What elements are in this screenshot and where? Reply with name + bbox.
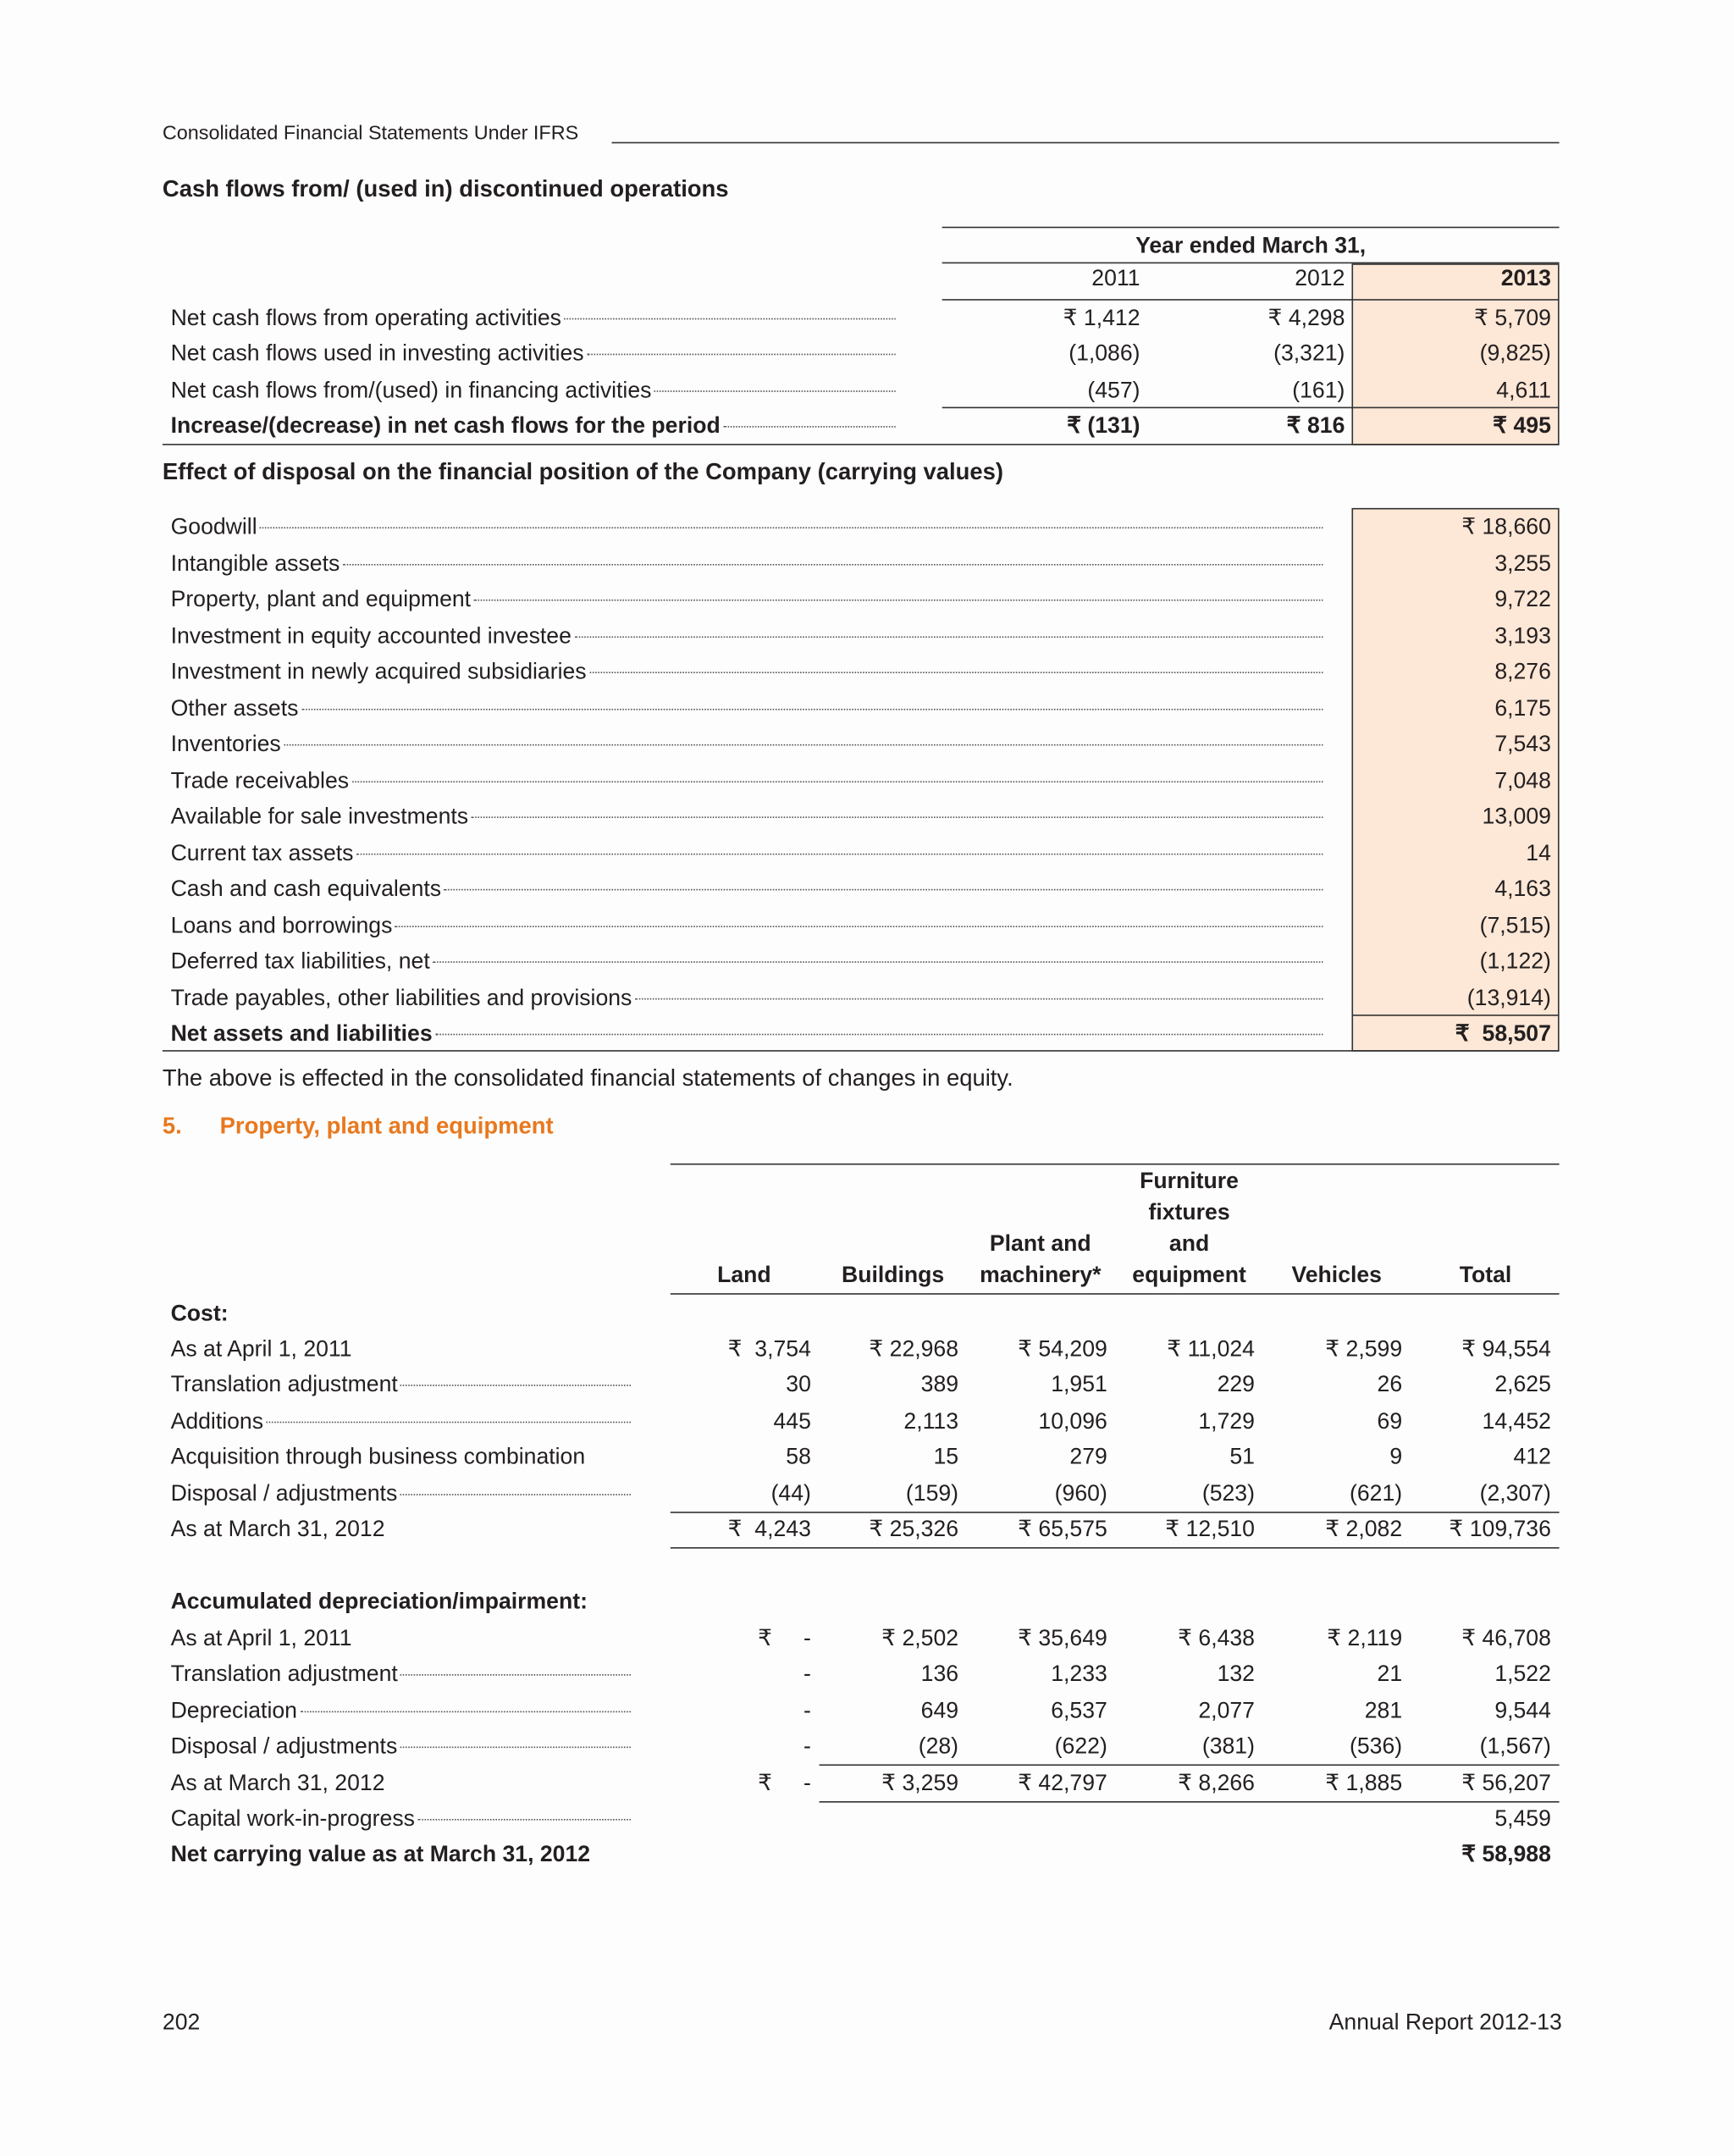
- cell-value: ₹ 54,209: [1018, 1336, 1107, 1362]
- cell-value: (161): [1292, 378, 1345, 403]
- cell-value: ₹ 3,754: [727, 1336, 811, 1362]
- rule: [671, 1164, 1560, 1165]
- rule: [671, 1547, 1560, 1549]
- cell-value: 1,951: [1051, 1373, 1107, 1398]
- table-row: [0, 548, 1734, 578]
- cell-value: ₹ 42,797: [1018, 1770, 1107, 1795]
- dot-leader: [417, 1819, 631, 1821]
- cashflow-title: Cash flows from/ (used in) discontinued operations: [162, 176, 729, 202]
- cell-value: ₹ -: [758, 1770, 811, 1795]
- rule: [1351, 1014, 1559, 1016]
- cell-value: 389: [920, 1373, 959, 1398]
- cell-value: 445: [773, 1408, 811, 1434]
- dot-leader: [343, 563, 1323, 565]
- cell-value: ₹ 11,024: [1167, 1336, 1255, 1362]
- row-label: Investment in equity accounted investee: [170, 623, 572, 649]
- table-row: [0, 657, 1734, 687]
- cell-value: ₹ 8,266: [1178, 1770, 1255, 1795]
- cell-value: 3,193: [1494, 623, 1551, 649]
- table-row: [0, 1696, 1734, 1726]
- row-label: Additions: [170, 1408, 264, 1434]
- cell-value: ₹ 22,968: [869, 1336, 959, 1362]
- table-row: [0, 874, 1734, 904]
- cell-value: 279: [1069, 1445, 1107, 1470]
- column-header: machinery*: [980, 1263, 1102, 1288]
- row-label: Goodwill: [170, 514, 257, 539]
- cell-value: 14,452: [1482, 1408, 1551, 1434]
- cell-value: ₹ 2,502: [881, 1626, 959, 1651]
- cell-value: ₹ 1,412: [1063, 306, 1140, 331]
- row-label-wrap: [171, 1804, 631, 1833]
- cell-value: 13,009: [1482, 804, 1551, 829]
- row-label-wrap: [171, 1407, 631, 1436]
- rule: [820, 1764, 1560, 1766]
- table-row: [0, 584, 1734, 614]
- cell-value: 8,276: [1494, 659, 1551, 684]
- dot-leader: [473, 600, 1323, 601]
- cell-value: (28): [918, 1734, 959, 1760]
- row-label-wrap: [171, 1514, 631, 1544]
- row-label-wrap: [171, 729, 1323, 759]
- dot-leader: [435, 1034, 1323, 1036]
- cell-value: ₹ (131): [1067, 413, 1140, 439]
- dot-leader: [301, 708, 1323, 710]
- cell-value: ₹ 94,554: [1461, 1336, 1551, 1362]
- cell-value: 6,175: [1494, 695, 1551, 721]
- row-label: Cash and cash equivalents: [170, 876, 442, 902]
- dot-leader: [400, 1385, 631, 1387]
- row-label-wrap: [171, 1660, 631, 1689]
- cell-value: 281: [1364, 1698, 1403, 1723]
- table-row: [0, 802, 1734, 832]
- section-number: 5.: [162, 1113, 182, 1139]
- year-2013: 2013: [1500, 266, 1551, 291]
- cell-value: 4,163: [1494, 876, 1551, 902]
- row-label-wrap: [171, 1732, 631, 1761]
- cell-value: 649: [920, 1698, 959, 1723]
- table-row: [0, 729, 1734, 759]
- dot-leader: [400, 1747, 631, 1749]
- dot-leader: [351, 781, 1323, 782]
- cell-value: 2,113: [903, 1408, 959, 1434]
- row-label: Disposal / adjustments: [170, 1734, 398, 1760]
- cell-value: 7,048: [1494, 768, 1551, 793]
- cell-value: 10,096: [1038, 1408, 1107, 1434]
- cell-value: 6,537: [1051, 1698, 1107, 1723]
- rule: [942, 263, 1560, 264]
- table-row: [0, 1660, 1734, 1689]
- row-label: Net cash flows used in investing activities: [170, 341, 584, 367]
- column-header: fixtures: [1148, 1200, 1230, 1225]
- column-header: and: [1168, 1231, 1210, 1257]
- page-number: 202: [162, 2010, 201, 2035]
- row-label-wrap: [171, 621, 1323, 650]
- cell-value: ₹ 495: [1493, 413, 1551, 439]
- column-header: Furniture: [1140, 1169, 1239, 1194]
- table-row: [0, 1732, 1734, 1761]
- table-row: [0, 412, 1734, 441]
- dot-leader: [444, 889, 1323, 891]
- table-row: [0, 1442, 1734, 1472]
- table-row: [0, 375, 1734, 405]
- table-row: [0, 1840, 1734, 1870]
- cell-value: ₹ 2,599: [1325, 1336, 1403, 1362]
- row-label-wrap: [171, 412, 896, 441]
- dot-leader: [356, 853, 1323, 854]
- row-label: Property, plant and equipment: [170, 587, 472, 612]
- row-label-wrap: [171, 1696, 631, 1726]
- row-label: Investment in newly acquired subsidiaries: [170, 659, 587, 684]
- disposal-title: Effect of disposal on the financial position of the Company (carrying values): [162, 458, 1004, 485]
- column-header: Plant and: [989, 1231, 1091, 1257]
- row-label: As at March 31, 2012: [170, 1517, 385, 1542]
- row-label-wrap: [171, 838, 1323, 867]
- cell-value: 26: [1377, 1373, 1403, 1398]
- table-row: [0, 1479, 1734, 1508]
- running-title: Consolidated Financial Statements Under IFRS: [162, 123, 579, 145]
- cell-value: ₹ 56,207: [1461, 1770, 1551, 1795]
- row-label-wrap: [171, 693, 1323, 722]
- section-title: Property, plant and equipment: [219, 1113, 554, 1139]
- table-row: [0, 838, 1734, 867]
- row-label: As at April 1, 2011: [170, 1336, 352, 1362]
- dot-leader: [654, 390, 896, 392]
- dot-leader: [400, 1675, 631, 1677]
- cell-value: ₹ 4,243: [727, 1517, 811, 1542]
- cell-value: ₹ 46,708: [1461, 1626, 1551, 1651]
- row-label-wrap: [171, 1623, 631, 1653]
- cell-value: 1,729: [1198, 1408, 1255, 1434]
- row-label-wrap: [171, 947, 1323, 976]
- rule: [163, 444, 1560, 445]
- dot-leader: [433, 961, 1323, 963]
- cell-value: 1,522: [1494, 1662, 1551, 1688]
- rule: [942, 299, 1560, 301]
- period-header: Year ended March 31,: [1135, 233, 1367, 258]
- cell-value: 9,544: [1494, 1698, 1551, 1723]
- table-row: [0, 947, 1734, 976]
- table-row: [0, 1768, 1734, 1798]
- dot-leader: [395, 926, 1323, 927]
- disposal-note: The above is effected in the consolidated financial statements of changes in equity.: [162, 1064, 1013, 1092]
- cell-value: 21: [1377, 1662, 1403, 1688]
- row-label: Increase/(decrease) in net cash flows for the period: [170, 413, 721, 439]
- row-label-wrap: [171, 1479, 631, 1508]
- row-label: Capital work-in-progress: [170, 1806, 415, 1832]
- cell-value: (7,515): [1479, 913, 1551, 938]
- cell-value: (13,914): [1466, 985, 1551, 1010]
- cell-value: ₹ 18,660: [1461, 514, 1551, 539]
- rule: [671, 1512, 1560, 1513]
- column-header: Land: [717, 1263, 771, 1288]
- row-label-wrap: [171, 303, 896, 333]
- cell-value: (44): [770, 1481, 811, 1506]
- row-label: Available for sale investments: [170, 804, 469, 829]
- row-label: Loans and borrowings: [170, 913, 393, 938]
- dot-leader: [587, 354, 896, 356]
- dot-leader: [471, 816, 1323, 818]
- column-header: Total: [1459, 1263, 1512, 1288]
- row-label-wrap: [171, 1019, 1323, 1048]
- cell-value: (159): [905, 1481, 959, 1506]
- rule: [820, 1801, 1560, 1803]
- cell-value: ₹ 816: [1286, 413, 1345, 439]
- table-row: [0, 1407, 1734, 1436]
- row-label: Depreciation: [170, 1698, 297, 1723]
- cell-value: ₹ 58,988: [1461, 1843, 1551, 1868]
- cell-value: ₹ 65,575: [1018, 1517, 1107, 1542]
- row-label-wrap: [171, 1442, 631, 1472]
- cell-value: 412: [1513, 1445, 1551, 1470]
- column-header: Buildings: [842, 1263, 945, 1288]
- cell-value: 3,255: [1494, 550, 1551, 576]
- row-label: As at March 31, 2012: [170, 1770, 385, 1795]
- row-label: Translation adjustment: [170, 1662, 398, 1688]
- cell-value: 69: [1377, 1408, 1403, 1434]
- table-row: [0, 1514, 1734, 1544]
- row-label: Inventories: [170, 732, 281, 757]
- cost-heading: Cost:: [170, 1301, 229, 1326]
- cell-value: ₹ 12,510: [1165, 1517, 1255, 1542]
- cell-value: (3,321): [1273, 341, 1345, 367]
- cell-value: 2,625: [1494, 1373, 1551, 1398]
- cell-value: (457): [1087, 378, 1140, 403]
- cell-value: ₹ 5,709: [1474, 306, 1551, 331]
- cell-value: 1,233: [1051, 1662, 1107, 1688]
- table-row: [0, 340, 1734, 369]
- dot-leader: [589, 672, 1323, 673]
- table-row: [0, 303, 1734, 333]
- cell-value: (536): [1350, 1734, 1403, 1760]
- header-rule: [611, 142, 1559, 144]
- cell-value: ₹ 2,119: [1327, 1626, 1403, 1651]
- cell-value: 30: [786, 1373, 811, 1398]
- table-row: [0, 1019, 1734, 1048]
- cell-value: (2,307): [1479, 1481, 1551, 1506]
- table-row: [0, 512, 1734, 542]
- row-label: Disposal / adjustments: [170, 1481, 398, 1506]
- cell-value: 15: [933, 1445, 959, 1470]
- cell-value: ₹ 3,259: [881, 1770, 959, 1795]
- rule: [942, 227, 1560, 229]
- row-label: Net cash flows from operating activities: [170, 306, 561, 331]
- row-label-wrap: [171, 512, 1323, 542]
- dot-leader: [574, 636, 1323, 638]
- row-label-wrap: [171, 802, 1323, 832]
- cell-value: (622): [1054, 1734, 1107, 1760]
- row-label: Trade payables, other liabilities and provisions: [170, 985, 632, 1010]
- cell-value: (1,567): [1479, 1734, 1551, 1760]
- cell-value: -: [803, 1734, 811, 1760]
- table-row: [0, 766, 1734, 795]
- row-label: Acquisition through business combination: [170, 1445, 586, 1470]
- dot-leader: [635, 998, 1323, 999]
- cell-value: 229: [1217, 1373, 1255, 1398]
- cell-value: -: [803, 1662, 811, 1688]
- row-label: As at April 1, 2011: [170, 1626, 352, 1651]
- table-row: [0, 1370, 1734, 1400]
- row-label-wrap: [171, 548, 1323, 578]
- table-row: [0, 693, 1734, 722]
- cell-value: ₹ -: [758, 1626, 811, 1651]
- cell-value: 14: [1526, 840, 1551, 865]
- cell-value: 4,611: [1496, 378, 1551, 403]
- dot-leader: [723, 426, 896, 428]
- column-header: equipment: [1132, 1263, 1246, 1288]
- cell-value: 58: [786, 1445, 811, 1470]
- row-label: Net assets and liabilities: [170, 1021, 433, 1047]
- row-label-wrap: [171, 766, 1323, 795]
- cell-value: 51: [1229, 1445, 1255, 1470]
- rule: [163, 1050, 1560, 1052]
- cell-value: 7,543: [1494, 732, 1551, 757]
- row-label-wrap: [171, 1768, 631, 1798]
- row-label-wrap: [171, 874, 1323, 904]
- row-label-wrap: [171, 910, 1323, 940]
- cell-value: 9,722: [1494, 587, 1551, 612]
- row-label-wrap: [171, 584, 1323, 614]
- cell-value: -: [803, 1698, 811, 1723]
- cell-value: (381): [1201, 1734, 1255, 1760]
- year-2011: 2011: [1091, 266, 1140, 291]
- cell-value: (621): [1350, 1481, 1403, 1506]
- cell-value: (523): [1201, 1481, 1255, 1506]
- table-row: [0, 1623, 1734, 1653]
- cell-value: 136: [920, 1662, 959, 1688]
- cell-value: (9,825): [1479, 341, 1551, 367]
- row-label-wrap: [171, 1840, 631, 1870]
- column-header: Vehicles: [1291, 1263, 1383, 1288]
- row-label-wrap: [171, 1335, 631, 1364]
- dot-leader: [564, 318, 896, 320]
- cell-value: 9: [1389, 1445, 1403, 1470]
- cell-value: ₹ 35,649: [1018, 1626, 1107, 1651]
- dot-leader: [266, 1421, 631, 1423]
- cell-value: ₹ 1,885: [1325, 1770, 1403, 1795]
- row-label: Current tax assets: [170, 840, 354, 865]
- table-row: [0, 910, 1734, 940]
- report-name: Annual Report 2012-13: [1328, 2010, 1562, 2035]
- rule: [671, 1293, 1560, 1295]
- row-label-wrap: [171, 375, 896, 405]
- cell-value: ₹ 25,326: [869, 1517, 959, 1542]
- dot-leader: [284, 744, 1323, 746]
- cell-value: (960): [1054, 1481, 1107, 1506]
- cell-value: 2,077: [1198, 1698, 1255, 1723]
- cell-value: ₹ 4,298: [1267, 306, 1345, 331]
- row-label: Deferred tax liabilities, net: [170, 948, 430, 974]
- row-label-wrap: [171, 340, 896, 369]
- table-row: [0, 1335, 1734, 1364]
- table-row: [0, 982, 1734, 1012]
- row-label-wrap: [171, 982, 1323, 1012]
- table-row: [0, 621, 1734, 650]
- row-label: Net cash flows from/(used) in financing activities: [170, 378, 652, 403]
- cell-value: (1,122): [1479, 948, 1551, 974]
- row-label: Trade receivables: [170, 768, 350, 793]
- row-label-wrap: [171, 657, 1323, 687]
- cell-value: ₹ 58,507: [1455, 1021, 1551, 1047]
- year-2012: 2012: [1295, 266, 1345, 291]
- table-row: [0, 1804, 1734, 1833]
- dot-leader: [400, 1494, 631, 1495]
- cell-value: (1,086): [1069, 341, 1140, 367]
- rule: [942, 407, 1560, 409]
- dot-leader: [260, 527, 1323, 528]
- cell-value: 132: [1217, 1662, 1255, 1688]
- cell-value: ₹ 6,438: [1178, 1626, 1255, 1651]
- row-label-wrap: [171, 1370, 631, 1400]
- cell-value: ₹ 2,082: [1325, 1517, 1403, 1542]
- row-label: Net carrying value as at March 31, 2012: [170, 1843, 591, 1868]
- dot-leader: [300, 1711, 631, 1712]
- row-label: Other assets: [170, 695, 299, 721]
- cell-value: ₹ 109,736: [1449, 1517, 1551, 1542]
- row-label: Intangible assets: [170, 550, 340, 576]
- dep-heading: Accumulated depreciation/impairment:: [170, 1589, 588, 1615]
- row-label: Translation adjustment: [170, 1373, 398, 1398]
- cell-value: 5,459: [1494, 1806, 1551, 1832]
